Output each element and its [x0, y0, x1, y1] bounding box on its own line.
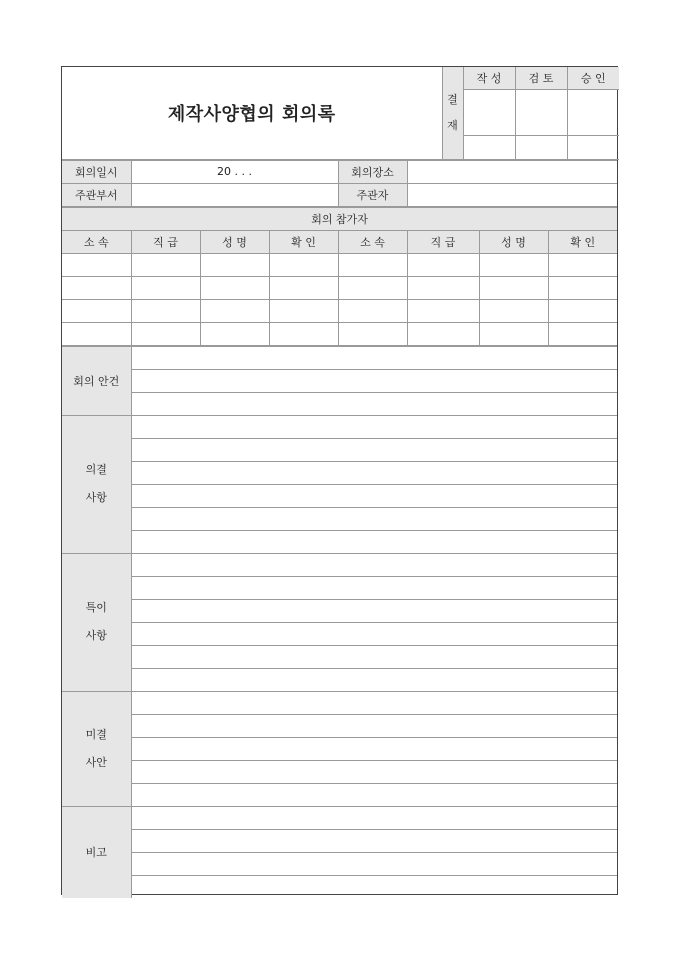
participant-cell[interactable] [200, 276, 269, 299]
approval-date-author[interactable] [463, 135, 515, 159]
remarks-line[interactable] [131, 852, 617, 875]
special-label-2: 사항 [85, 629, 107, 642]
unresolved-label-2: 사안 [85, 755, 107, 769]
place-label: 회의장소 [338, 160, 407, 183]
participant-cell[interactable] [62, 253, 131, 276]
document-title: 제작사양협의 회의록 [62, 67, 442, 159]
approval-sign-review[interactable] [515, 89, 567, 135]
dept-field[interactable] [131, 183, 338, 206]
special-line[interactable] [131, 576, 617, 599]
approval-date-review[interactable] [515, 135, 567, 159]
participant-cell[interactable] [407, 276, 479, 299]
participant-cell[interactable] [338, 276, 407, 299]
participant-cell[interactable] [131, 299, 200, 322]
unresolved-label-1: 미결 [85, 727, 107, 741]
date-label: 회의일시 [62, 160, 131, 183]
participant-cell[interactable] [62, 276, 131, 299]
participants-col-confirm-2: 확 인 [548, 230, 617, 253]
remarks-line[interactable] [131, 806, 617, 829]
approval-label-1: 결 [447, 92, 458, 106]
resolution-line[interactable] [131, 530, 617, 553]
approval-col-approve: 승 인 [567, 67, 619, 89]
unresolved-line[interactable] [131, 737, 617, 760]
approval-col-review: 검 토 [515, 67, 567, 89]
resolution-line[interactable] [131, 484, 617, 507]
participant-cell[interactable] [479, 322, 548, 345]
resolution-line[interactable] [131, 438, 617, 461]
approval-sign-approve[interactable] [567, 89, 619, 135]
place-field[interactable] [407, 160, 617, 183]
participant-cell[interactable] [200, 322, 269, 345]
participants-col-rank: 직 급 [131, 230, 200, 253]
participant-cell[interactable] [338, 253, 407, 276]
participant-cell[interactable] [548, 322, 617, 345]
remarks-line[interactable] [131, 875, 617, 898]
participant-cell[interactable] [131, 322, 200, 345]
participant-cell[interactable] [200, 299, 269, 322]
participant-cell[interactable] [269, 276, 338, 299]
participant-cell[interactable] [131, 276, 200, 299]
approval-date-approve[interactable] [567, 135, 619, 159]
participant-cell[interactable] [338, 299, 407, 322]
info-table [62, 160, 617, 207]
agenda-line[interactable] [131, 392, 617, 415]
resolution-label [62, 415, 131, 553]
participants-header: 회의 참가자 [62, 207, 617, 230]
participant-cell[interactable] [479, 253, 548, 276]
special-line[interactable] [131, 599, 617, 622]
resolution-line[interactable] [131, 461, 617, 484]
participant-cell[interactable] [548, 253, 617, 276]
agenda-line[interactable] [131, 369, 617, 392]
agenda-line[interactable] [131, 346, 617, 369]
participant-cell[interactable] [479, 276, 548, 299]
participant-cell[interactable] [479, 299, 548, 322]
participant-cell[interactable] [131, 253, 200, 276]
participant-cell[interactable] [407, 253, 479, 276]
participant-cell[interactable] [269, 322, 338, 345]
participant-cell[interactable] [62, 299, 131, 322]
approval-label-2: 재 [447, 118, 458, 132]
approval-sign-author[interactable] [463, 89, 515, 135]
meeting-minutes-form [61, 66, 618, 895]
participants-col-confirm: 확 인 [269, 230, 338, 253]
participant-row [62, 253, 617, 276]
date-field[interactable]: 20 . . . [131, 160, 338, 183]
approval-label [442, 67, 463, 159]
special-line[interactable] [131, 553, 617, 576]
special-line[interactable] [131, 668, 617, 691]
participant-cell[interactable] [407, 322, 479, 345]
participant-cell[interactable] [548, 299, 617, 322]
participant-cell[interactable] [548, 276, 617, 299]
participant-row [62, 322, 617, 345]
participant-cell[interactable] [269, 299, 338, 322]
approval-col-author: 작 성 [463, 67, 515, 89]
participant-cell[interactable] [62, 322, 131, 345]
unresolved-line[interactable] [131, 691, 617, 714]
agenda-label [62, 346, 131, 415]
unresolved-label [62, 691, 131, 806]
participant-row [62, 299, 617, 322]
unresolved-line[interactable] [131, 714, 617, 737]
special-line[interactable] [131, 645, 617, 668]
remarks-label-text: 비고 [85, 846, 107, 860]
remarks-label [62, 806, 131, 898]
unresolved-line[interactable] [131, 783, 617, 806]
remarks-line[interactable] [131, 829, 617, 852]
special-label-1: 특이 [85, 601, 107, 614]
resolution-line[interactable] [131, 415, 617, 438]
participants-col-name-2: 성 명 [479, 230, 548, 253]
special-line[interactable] [131, 622, 617, 645]
participant-row [62, 276, 617, 299]
participants-col-affiliation: 소 속 [62, 230, 131, 253]
resolution-label-2: 사항 [85, 491, 107, 504]
participants-col-name: 성 명 [200, 230, 269, 253]
host-field[interactable] [407, 183, 617, 206]
participant-cell[interactable] [200, 253, 269, 276]
participants-col-affiliation-2: 소 속 [338, 230, 407, 253]
host-label: 주관자 [338, 183, 407, 206]
participants-col-rank-2: 직 급 [407, 230, 479, 253]
participant-cell[interactable] [407, 299, 479, 322]
resolution-label-1: 의결 [85, 463, 107, 476]
agenda-label-text: 회의 안건 [73, 374, 120, 388]
unresolved-line[interactable] [131, 760, 617, 783]
content-table [62, 346, 617, 899]
participant-cell[interactable] [338, 322, 407, 345]
dept-label: 주관부서 [62, 183, 131, 206]
participant-cell[interactable] [269, 253, 338, 276]
special-label [62, 553, 131, 691]
participants-table [62, 207, 617, 346]
resolution-line[interactable] [131, 507, 617, 530]
header-table [62, 67, 619, 160]
